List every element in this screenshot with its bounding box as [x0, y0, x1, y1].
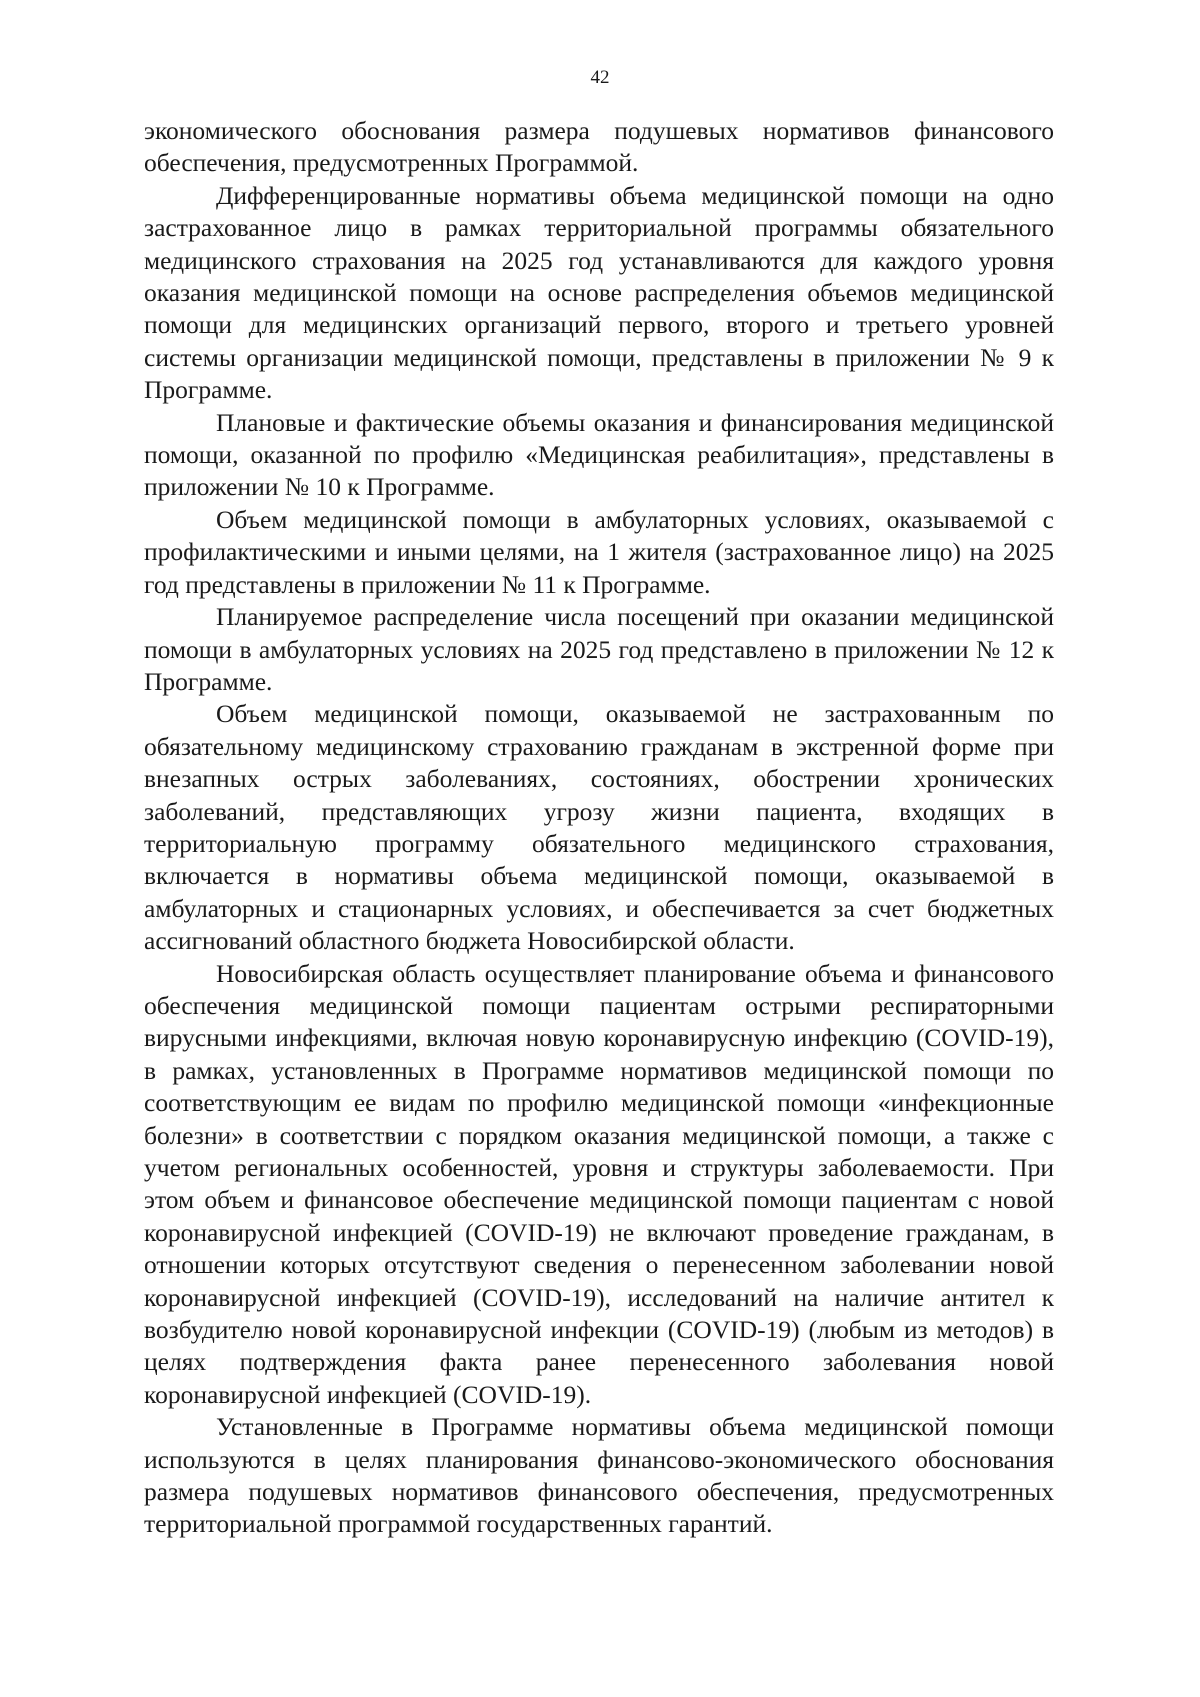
paragraph-ambulatory-volume: Объем медицинской помощи в амбулаторных условиях, оказываемой с профилактическими и иными целями, на 1 жителя (застрахованное лицо) на 2025 год представлены в приложении № 11 к Программе.	[144, 504, 1054, 599]
paragraph-covid-planning: Новосибирская область осуществляет планирование объема и финансового обеспечения медицинской помощи пациентам острыми респираторными вирусными инфекциями, включая новую коронавирусную инфекцию (COVID-19), в рамках, установленных в Программе нормативов медицинской помощи по соответствующим ее видам по профилю медицинской помощи «инфекционные болезни» в соответствии с порядком оказания медицинской помощи, а также с учетом региональных особенностей, уровня и структуры заболеваемости. При этом объем и финансовое обеспечение медицинской помощи пациентам с новой коронавирусной инфекцией (COVID-19) не включают проведение гражданам, в отношении которых отсутствуют сведения о перенесенном заболевании новой коронавирусной инфекцией (COVID-19), исследований на наличие антител к возбудителю новой коронавирусной инфекции (COVID-19) (любым из методов) в целях подтверждения факта ранее перенесенного заболевания новой коронавирусной инфекцией (COVID-19).	[144, 958, 1054, 1409]
paragraph-differentiated-norms: Дифференцированные нормативы объема медицинской помощи на одно застрахованное лицо в рамках территориальной программы обязательного медицинского страхования на 2025 год устанавливаются для каждого уровня оказания медицинской помощи на основе распределения объемов медицинской помощи для медицинских организаций первого, второго и третьего уровней системы организации медицинской помощи, представлены в приложении № 9 к Программе.	[144, 180, 1054, 405]
paragraph-continuation: экономического обоснования размера подушевых нормативов финансового обеспечения, предусмотренных Программой.	[144, 116, 1054, 178]
paragraph-visits-distribution: Планируемое распределение числа посещений при оказании медицинской помощи в амбулаторных условиях на 2025 год представлено в приложении № 12 к Программе.	[144, 602, 1054, 696]
paragraph-rehabilitation: Плановые и фактические объемы оказания и финансирования медицинской помощи, оказанной по профилю «Медицинская реабилитация», представлены в приложении № 10 к Программе.	[144, 407, 1054, 502]
paragraph-norms-usage: Установленные в Программе нормативы объема медицинской помощи используются в целях планирования финансово-экономического обоснования размера подушевых нормативов финансового обеспечения, предусмотренных территориальной программой государственных гарантий.	[144, 1412, 1054, 1539]
document-body	[144, 115, 1054, 1541]
paragraph-uninsured-care: Объем медицинской помощи, оказываемой не застрахованным по обязательному медицинскому страхованию гражданам в экстренной форме при внезапных острых заболеваниях, состояниях, обострении хронических заболеваний, представляющих угрозу жизни пациента, входящих в территориальную программу обязательного медицинского страхования, включается в нормативы объема медицинской помощи, оказываемой в амбулаторных и стационарных условиях, и обеспечивается за счет бюджетных ассигнований областного бюджета Новосибирской области.	[144, 699, 1054, 956]
page-number: 42	[590, 67, 610, 88]
